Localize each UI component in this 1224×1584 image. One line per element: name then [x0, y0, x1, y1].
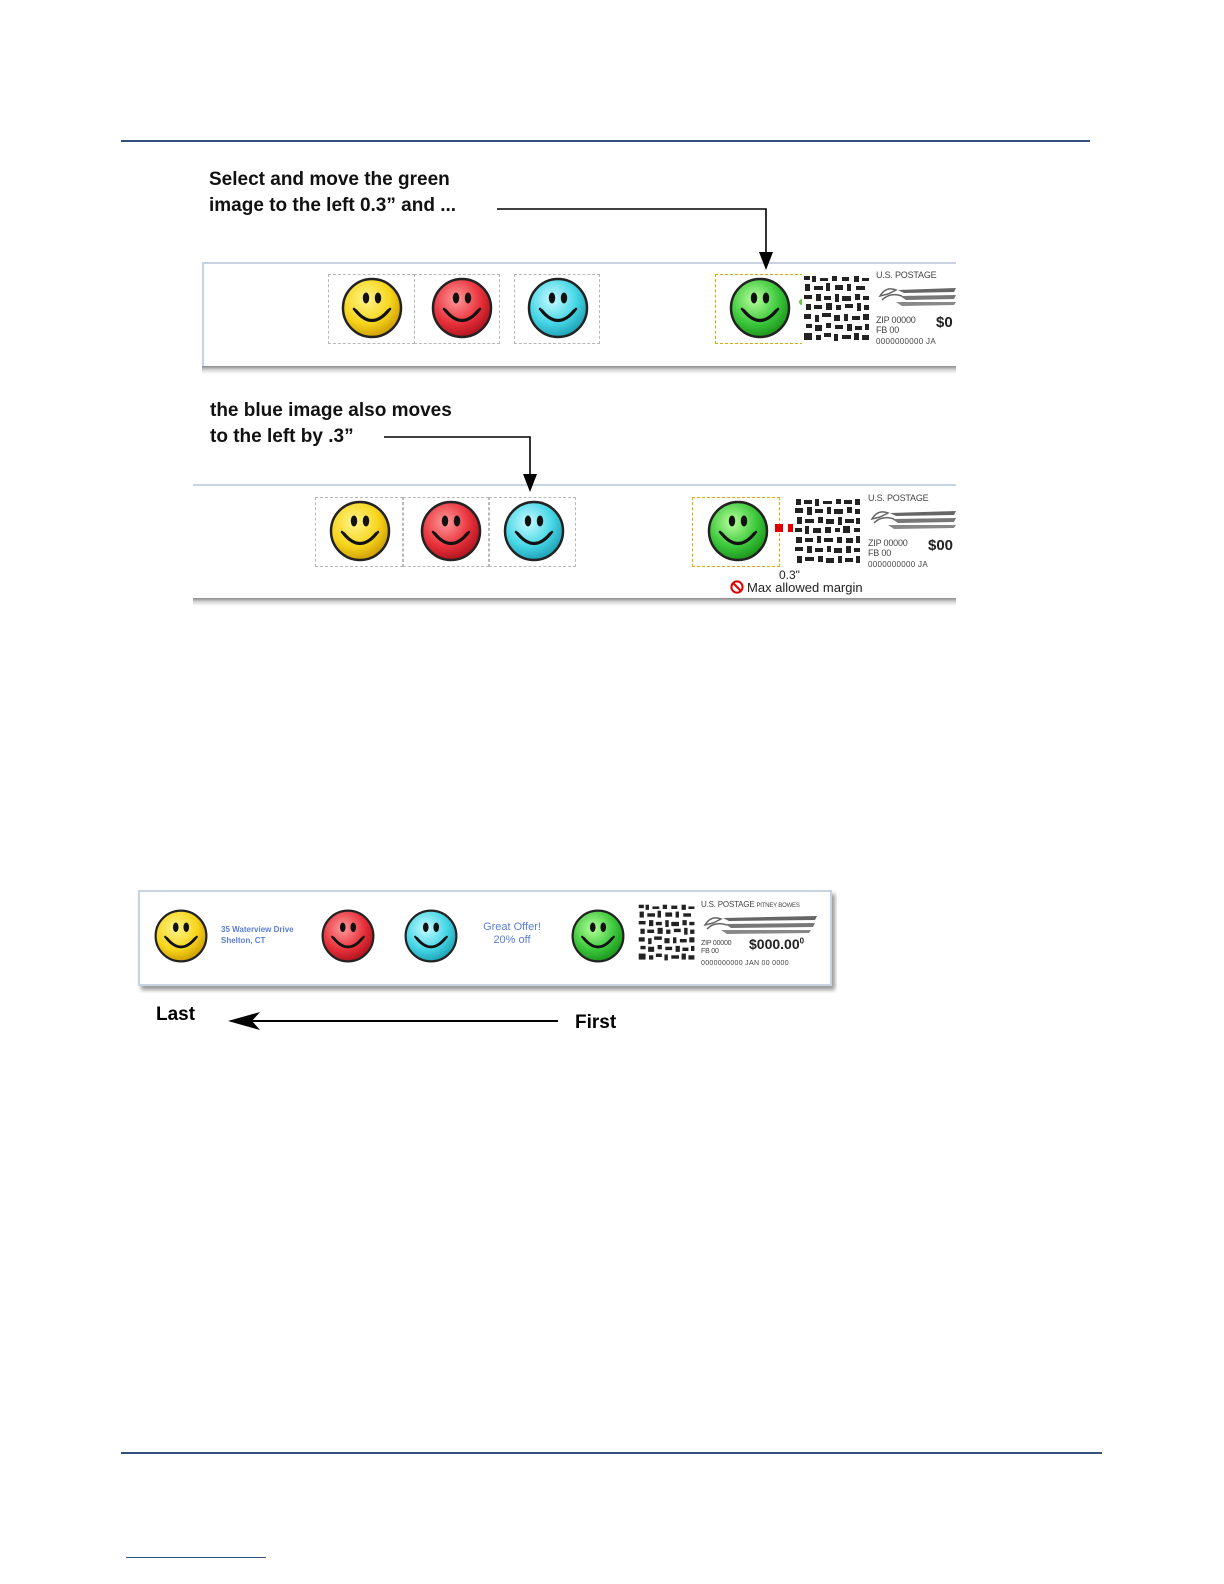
order-last-label: Last: [156, 1004, 196, 1025]
postage-amount-sup: 0: [799, 936, 805, 946]
postage-amount: $000.00$^0$: [749, 936, 805, 952]
postage-zip: ZIP 00000: [701, 940, 732, 947]
postage-serial: 0000000000 JA: [876, 337, 936, 346]
address-line: Shelton, CT: [221, 936, 266, 945]
margin-value: 0.3": [779, 568, 800, 582]
postage-header-suffix: PITNEY BOWES: [756, 903, 800, 909]
caption-line: Select and move the green: [209, 169, 450, 190]
footnote-rule: [126, 1557, 266, 1558]
postage-amount: $0: [936, 314, 953, 331]
order-first-label: First: [575, 1012, 617, 1033]
postage-amount: $00: [928, 537, 954, 554]
postage-serial: 0000000000 JAN 00 0000: [701, 960, 789, 967]
offer-line: Great Offer!: [483, 921, 541, 933]
postage-fb: FB 00: [701, 948, 719, 955]
postage-header: U.S. POSTAGE: [876, 270, 937, 280]
postage-fb: FB 00: [876, 325, 900, 335]
postage-zip: ZIP 00000: [876, 315, 916, 325]
arrow-to-cyan-head: [523, 474, 537, 492]
footer-rule: [121, 1452, 1102, 1454]
caption-line: the blue image also moves: [210, 400, 452, 421]
postage-serial: 0000000000 JA: [868, 560, 928, 569]
address-line: 35 Waterview Drive: [221, 925, 294, 934]
postage-fb: FB 00: [868, 548, 892, 558]
caption-line: image to the left 0.3” and ...: [209, 195, 457, 216]
postage-header: U.S. POSTAGE: [868, 493, 929, 503]
arrow-to-cyan: [384, 437, 530, 483]
arrow-to-green-head: [759, 252, 773, 270]
offer-line: 20% off: [493, 934, 531, 946]
postage-header: U.S. POSTAGE PITNEY BOWES: [701, 900, 800, 909]
max-margin-label: Max allowed margin: [747, 580, 863, 595]
caption-line: to the left by .3”: [210, 426, 354, 447]
postage-zip: ZIP 00000: [868, 538, 908, 548]
arrow-to-green: [497, 209, 766, 262]
